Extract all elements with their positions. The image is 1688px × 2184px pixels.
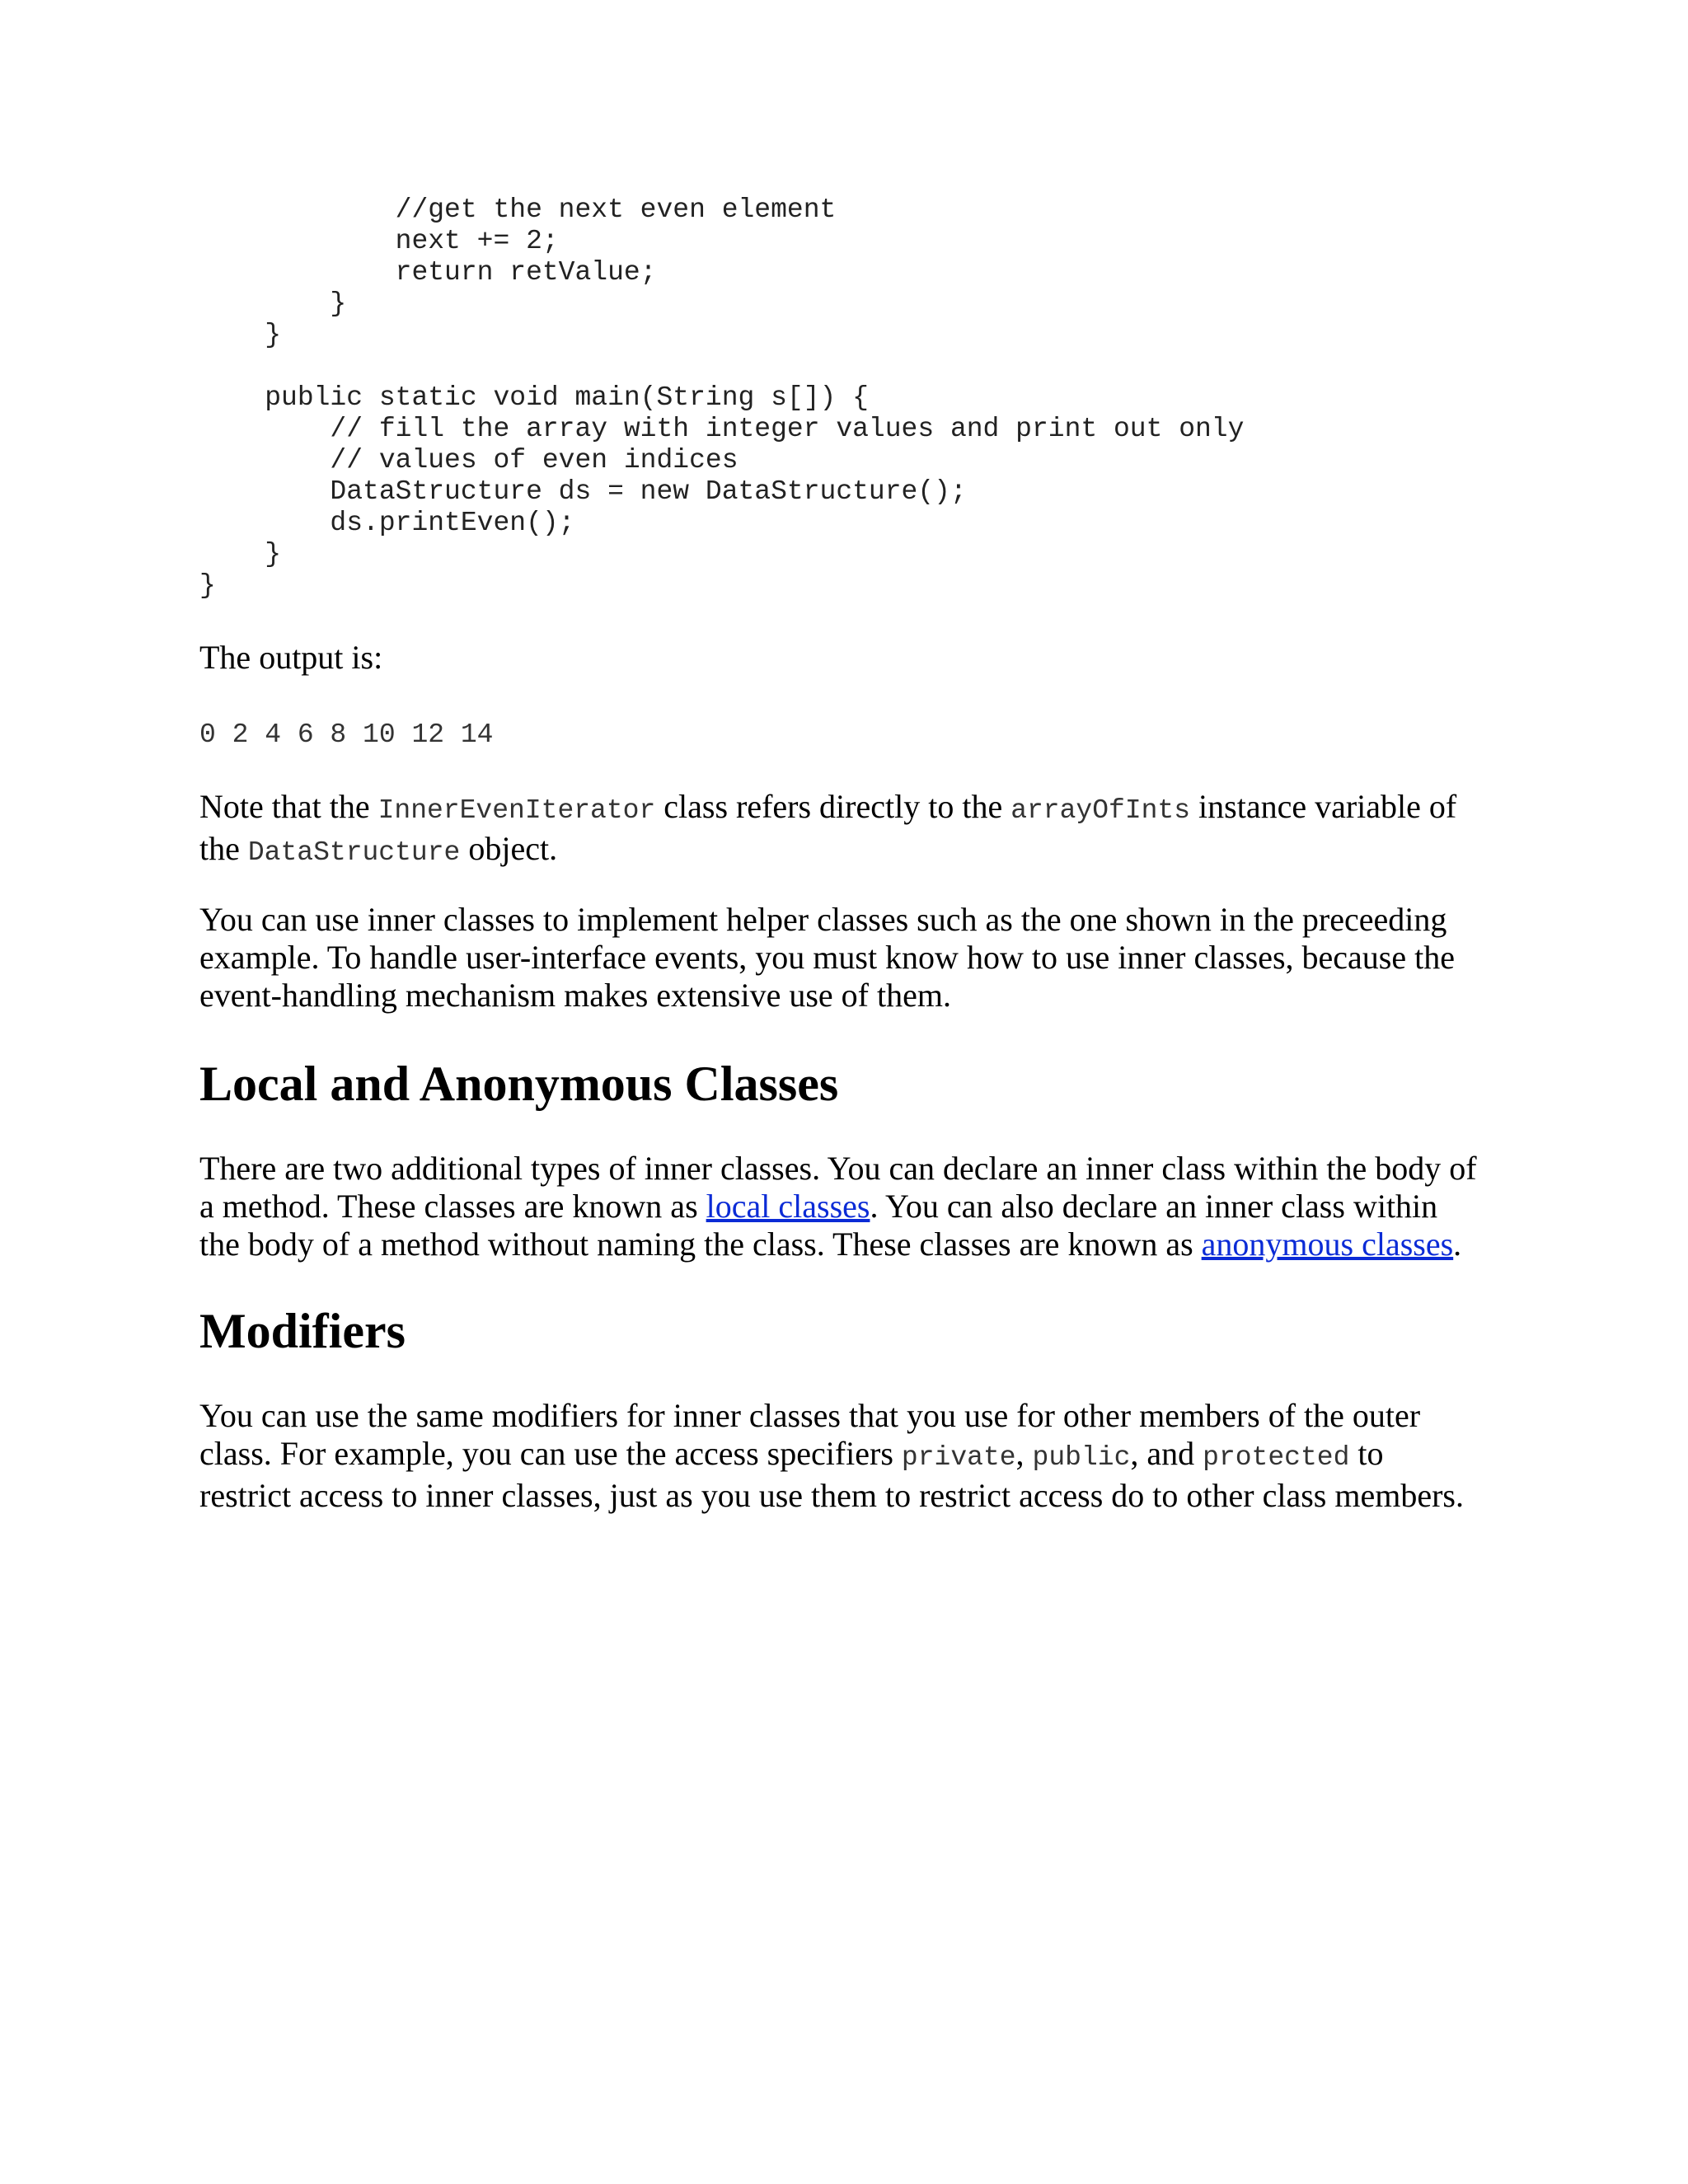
output-intro: The output is: (199, 639, 383, 676)
paragraph-line (199, 1226, 1477, 1263)
inline-code: InnerEvenIterator (377, 795, 656, 826)
paragraph-line: example. To handle user-interface events, you must know how to use inner classes, because the (199, 939, 1455, 976)
code-line: } (199, 288, 347, 319)
paragraph-text: class. For example, you can use the access specifiers (199, 1435, 902, 1472)
paragraph-text: a method. These classes are known as (199, 1188, 706, 1225)
paragraph-line: You can use the same modifiers for inner classes that you use for other members of the outer (199, 1397, 1421, 1434)
note-line-1 (199, 788, 1456, 830)
paragraph-line (199, 1435, 1464, 1477)
code-line: next += 2; (199, 226, 559, 256)
note-text: Note that the (199, 788, 378, 825)
paragraph-line: There are two additional types of inner classes. You can declare an inner class within the body of (199, 1150, 1477, 1187)
program-output: 0 2 4 6 8 10 12 14 (199, 719, 494, 750)
code-line (199, 351, 1244, 382)
code-line: } (199, 539, 282, 569)
code-line: // values of even indices (199, 445, 738, 476)
note-line-2 (199, 830, 1456, 872)
local-classes-paragraph (199, 1150, 1477, 1263)
code-line: public static void main(String s[]) { (199, 382, 869, 413)
code-line: return retValue; (199, 257, 657, 288)
note-text: instance variable of (1190, 788, 1457, 825)
code-line: ds.printEven(); (199, 508, 575, 538)
paragraph-line: restrict access to inner classes, just as you use them to restrict access do to other class members. (199, 1477, 1464, 1514)
paragraph-text: . (1453, 1226, 1462, 1263)
code-line: //get the next even element (199, 194, 837, 225)
paragraph-text: . You can also declare an inner class within (870, 1188, 1438, 1225)
paragraph-line: You can use inner classes to implement helper classes such as the one shown in the preceeding (199, 901, 1447, 938)
paragraph-line: event-handling mechanism makes extensive use of them. (199, 977, 951, 1014)
inline-code: private (901, 1442, 1016, 1473)
note-text: object. (460, 830, 558, 867)
inline-code: DataStructure (247, 837, 461, 868)
code-line: } (199, 320, 282, 350)
paragraph-text: , (1015, 1435, 1033, 1472)
inline-code: protected (1203, 1442, 1350, 1473)
code-snippet (199, 194, 1244, 602)
note-text: class refers directly to the (655, 788, 1011, 825)
inline-code: arrayOfInts (1010, 795, 1191, 826)
modifiers-paragraph (199, 1397, 1464, 1515)
anonymous-classes-link[interactable]: anonymous classes (1201, 1226, 1454, 1263)
code-line: } (199, 570, 216, 601)
code-line: DataStructure ds = new DataStructure(); (199, 476, 967, 507)
paragraph-line (199, 1188, 1477, 1226)
code-line: // fill the array with integer values and print out only (199, 414, 1245, 444)
paragraph-text: to (1349, 1435, 1384, 1472)
note-paragraph (199, 788, 1456, 872)
section-heading-local-anonymous: Local and Anonymous Classes (199, 1057, 839, 1111)
inline-code: public (1032, 1442, 1131, 1473)
local-classes-link[interactable]: local classes (706, 1188, 870, 1225)
paragraph-text: , and (1130, 1435, 1203, 1472)
section-heading-modifiers: Modifiers (199, 1304, 406, 1358)
paragraph-text: the body of a method without naming the class. These classes are known as (199, 1226, 1202, 1263)
note-text: the (199, 830, 248, 867)
helper-paragraph (199, 901, 1455, 1015)
